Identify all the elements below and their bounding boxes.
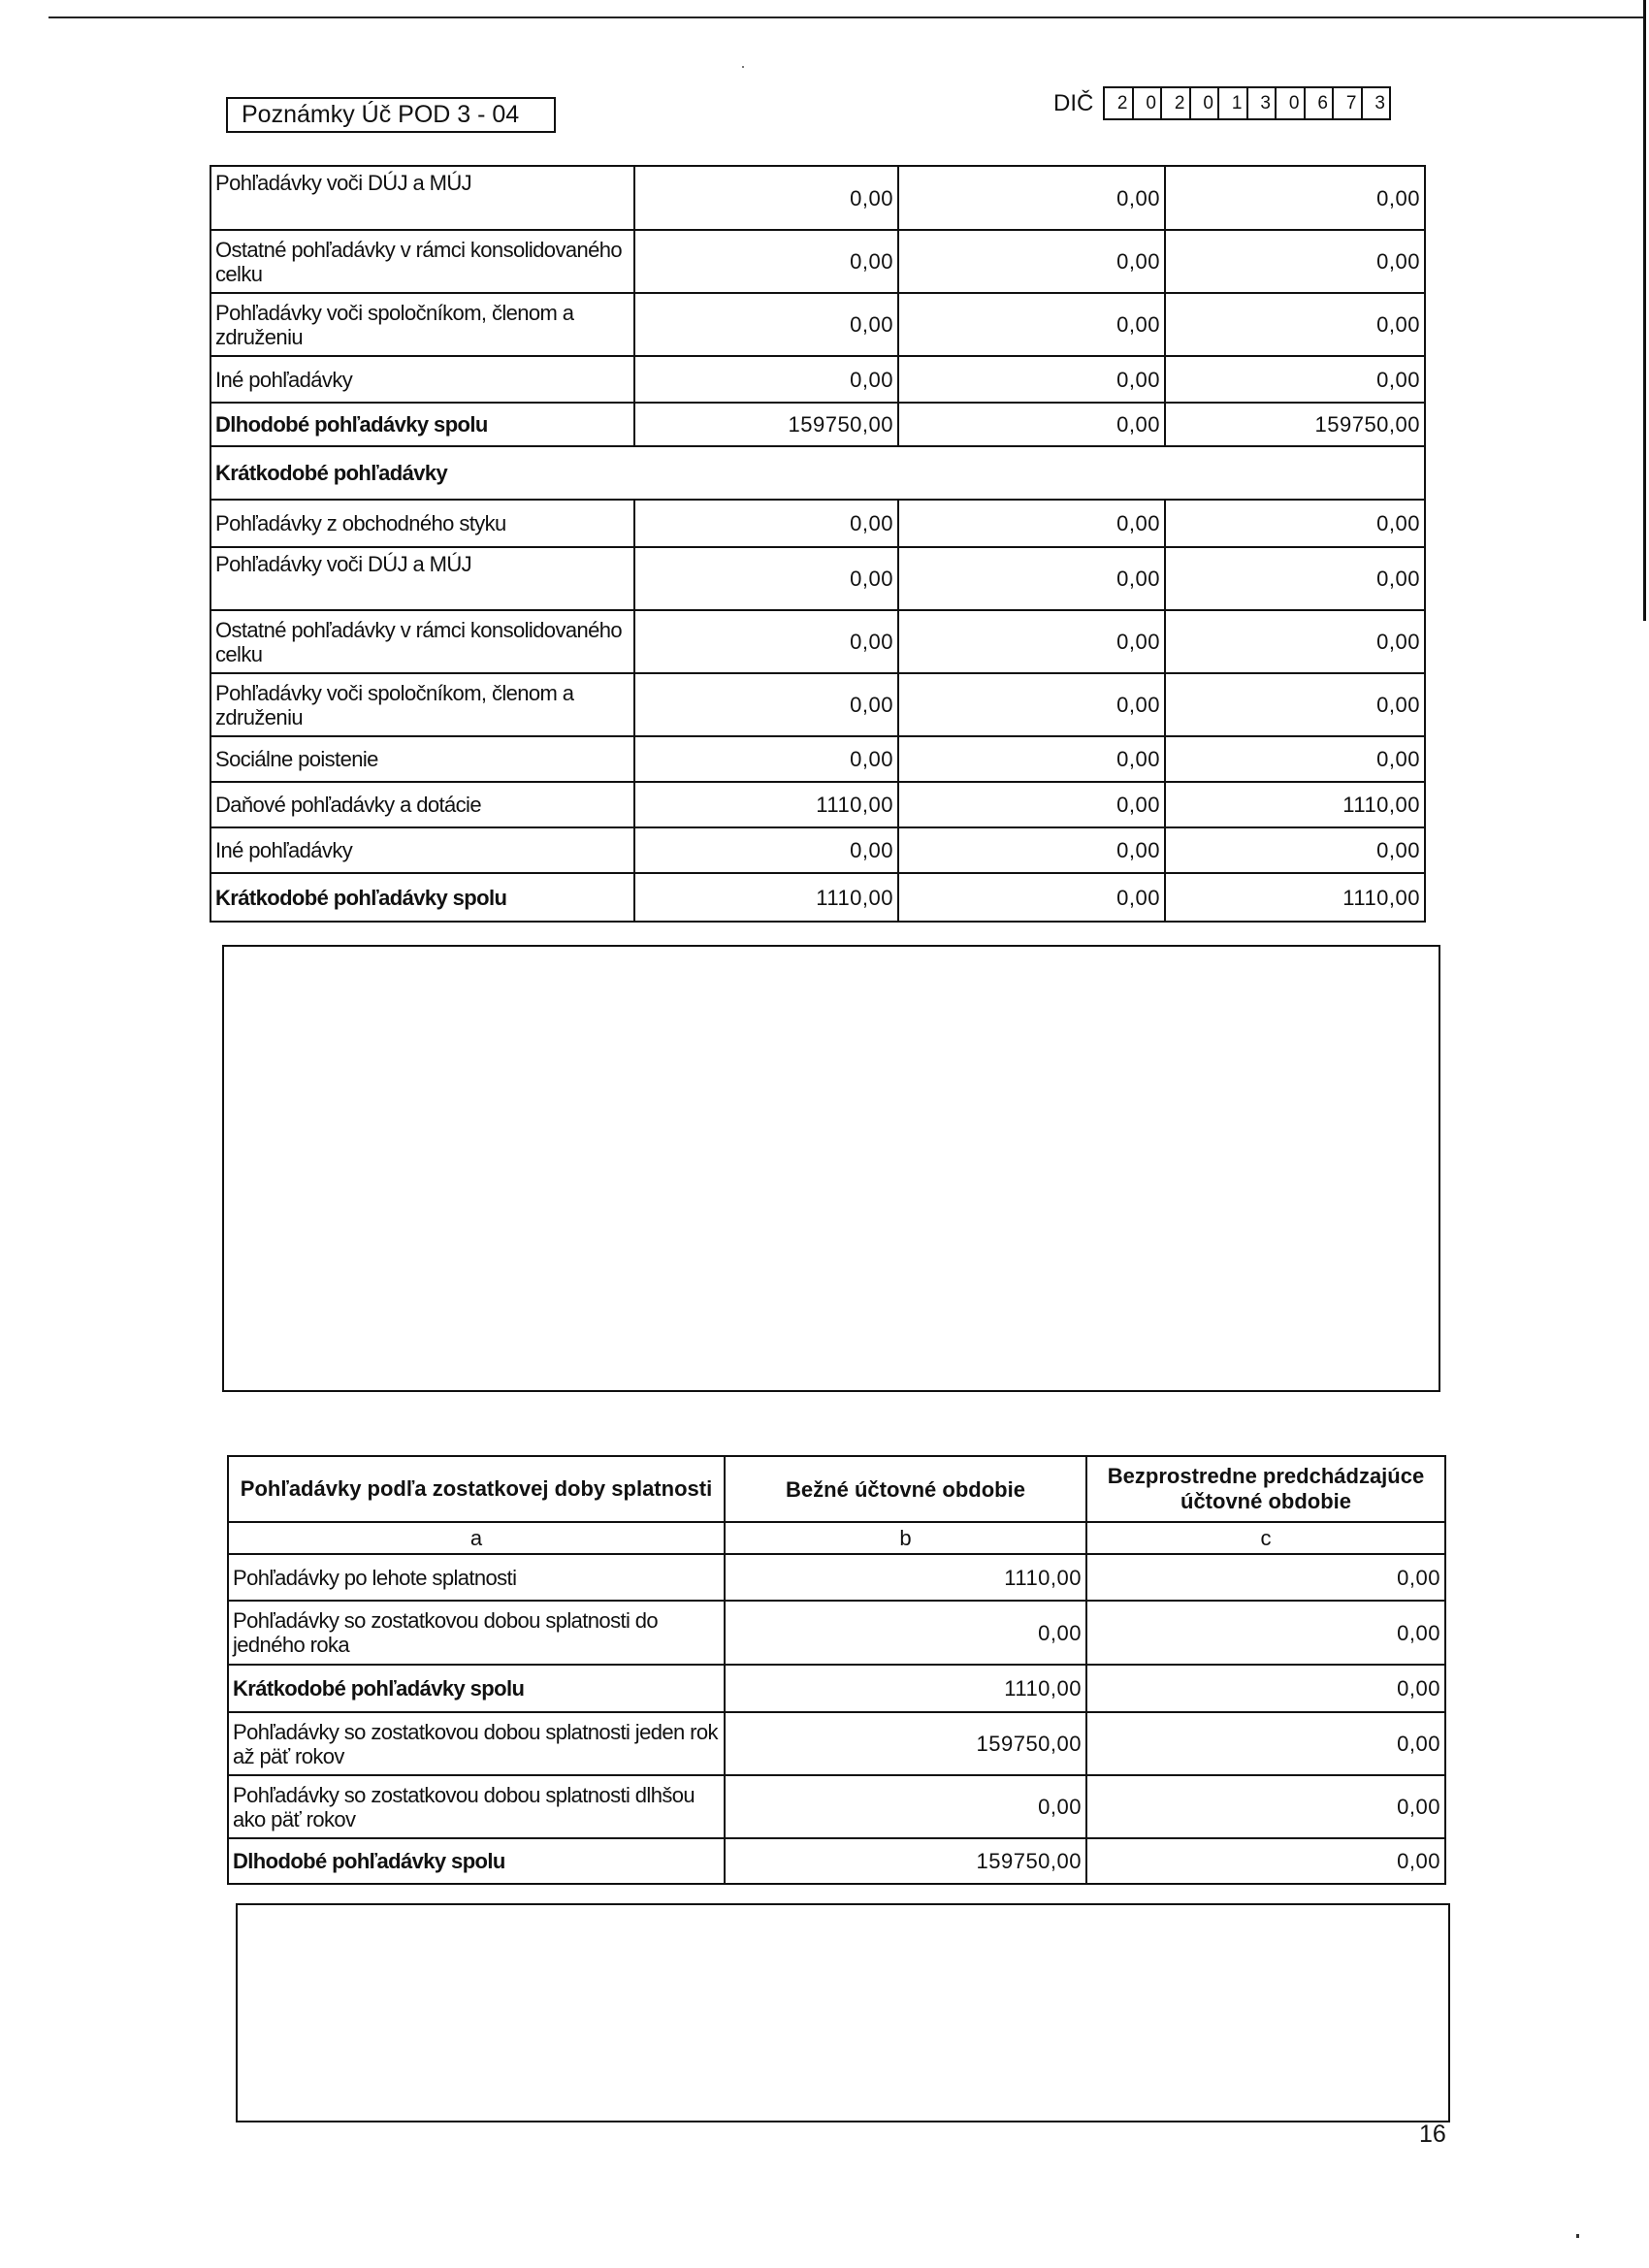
scan-speck bbox=[1576, 2234, 1579, 2238]
dic-digit: 2 bbox=[1162, 88, 1191, 118]
value-cell: 159750,00 bbox=[634, 403, 898, 446]
value-cell: 0,00 bbox=[1165, 673, 1425, 736]
value-cell: 1110,00 bbox=[1165, 782, 1425, 827]
table-row-total bbox=[210, 873, 1425, 922]
table-row bbox=[210, 356, 1425, 403]
row-label: Iné pohľadávky bbox=[210, 827, 634, 873]
value-cell: 0,00 bbox=[634, 166, 898, 230]
value-cell: 0,00 bbox=[1165, 356, 1425, 403]
value-cell: 0,00 bbox=[634, 230, 898, 293]
notes-text-box bbox=[236, 1903, 1450, 2122]
column-header-b: Bežné účtovné obdobie bbox=[725, 1456, 1086, 1522]
dic-label: DIČ bbox=[1053, 90, 1094, 116]
value-cell: 0,00 bbox=[634, 610, 898, 673]
value-cell: 0,00 bbox=[634, 736, 898, 782]
table-row bbox=[210, 230, 1425, 293]
value-cell: 0,00 bbox=[634, 547, 898, 610]
value-cell: 0,00 bbox=[898, 293, 1165, 356]
table-row bbox=[228, 1712, 1445, 1775]
table-row bbox=[210, 610, 1425, 673]
value-cell: 0,00 bbox=[1086, 1601, 1445, 1665]
dic-digit: 2 bbox=[1105, 88, 1134, 118]
notes-text-box bbox=[222, 945, 1440, 1392]
scan-edge-line bbox=[1643, 0, 1646, 621]
value-cell: 0,00 bbox=[634, 500, 898, 547]
value-cell: 1110,00 bbox=[725, 1665, 1086, 1712]
row-label: Ostatné pohľadávky v rámci konsolidovaného celku bbox=[210, 610, 634, 673]
row-label: Krátkodobé pohľadávky spolu bbox=[228, 1665, 725, 1712]
dic-digit: 7 bbox=[1334, 88, 1363, 118]
value-cell: 0,00 bbox=[1165, 610, 1425, 673]
column-letter-c: c bbox=[1086, 1522, 1445, 1554]
dic-digit: 1 bbox=[1219, 88, 1248, 118]
value-cell: 159750,00 bbox=[725, 1838, 1086, 1884]
column-header-c: Bezprostredne predchádzajúce účtovné obdobie bbox=[1086, 1456, 1445, 1522]
row-label: Pohľadávky so zostatkovou dobou splatnosti do jedného roka bbox=[228, 1601, 725, 1665]
dic-digit: 0 bbox=[1191, 88, 1220, 118]
value-cell: 0,00 bbox=[1086, 1554, 1445, 1601]
column-letter-a: a bbox=[228, 1522, 725, 1554]
table-row-total bbox=[228, 1838, 1445, 1884]
dic-digit: 3 bbox=[1363, 88, 1392, 118]
value-cell: 0,00 bbox=[898, 873, 1165, 922]
value-cell: 0,00 bbox=[1165, 293, 1425, 356]
table-row bbox=[210, 166, 1425, 230]
table-row bbox=[210, 673, 1425, 736]
value-cell: 0,00 bbox=[898, 736, 1165, 782]
scan-speck bbox=[742, 66, 744, 68]
row-label: Krátkodobé pohľadávky spolu bbox=[210, 873, 634, 922]
section-label: Krátkodobé pohľadávky bbox=[210, 446, 1425, 500]
receivables-table bbox=[210, 165, 1426, 923]
row-label: Pohľadávky voči DÚJ a MÚJ bbox=[210, 547, 634, 610]
value-cell: 1110,00 bbox=[1165, 873, 1425, 922]
row-label: Ostatné pohľadávky v rámci konsolidovaného celku bbox=[210, 230, 634, 293]
value-cell: 0,00 bbox=[898, 673, 1165, 736]
table-row bbox=[228, 1601, 1445, 1665]
value-cell: 0,00 bbox=[898, 500, 1165, 547]
dic-digit: 0 bbox=[1277, 88, 1306, 118]
table-row bbox=[228, 1775, 1445, 1838]
value-cell: 0,00 bbox=[1165, 166, 1425, 230]
table-row-total bbox=[210, 403, 1425, 446]
value-cell: 0,00 bbox=[725, 1601, 1086, 1665]
value-cell: 0,00 bbox=[1086, 1838, 1445, 1884]
value-cell: 0,00 bbox=[1165, 736, 1425, 782]
table-row bbox=[210, 293, 1425, 356]
value-cell: 0,00 bbox=[634, 356, 898, 403]
document-title: Poznámky Úč POD 3 - 04 bbox=[226, 97, 556, 133]
row-label: Pohľadávky so zostatkovou dobou splatnosti jeden rok až päť rokov bbox=[228, 1712, 725, 1775]
value-cell: 1110,00 bbox=[634, 873, 898, 922]
value-cell: 0,00 bbox=[898, 610, 1165, 673]
row-label: Daňové pohľadávky a dotácie bbox=[210, 782, 634, 827]
page-number: 16 bbox=[1419, 2121, 1446, 2148]
row-label: Sociálne poistenie bbox=[210, 736, 634, 782]
row-label: Dlhodobé pohľadávky spolu bbox=[210, 403, 634, 446]
value-cell: 0,00 bbox=[898, 356, 1165, 403]
table-row bbox=[210, 782, 1425, 827]
value-cell: 0,00 bbox=[634, 293, 898, 356]
row-label: Dlhodobé pohľadávky spolu bbox=[228, 1838, 725, 1884]
row-label: Pohľadávky so zostatkovou dobou splatnosti dlhšou ako päť rokov bbox=[228, 1775, 725, 1838]
row-label: Pohľadávky voči spoločníkom, členom a združeniu bbox=[210, 673, 634, 736]
value-cell: 0,00 bbox=[898, 230, 1165, 293]
maturity-table bbox=[227, 1455, 1446, 1885]
value-cell: 0,00 bbox=[898, 166, 1165, 230]
value-cell: 0,00 bbox=[1165, 827, 1425, 873]
row-label: Pohľadávky voči DÚJ a MÚJ bbox=[210, 166, 634, 230]
value-cell: 0,00 bbox=[1165, 547, 1425, 610]
value-cell: 0,00 bbox=[898, 403, 1165, 446]
dic-digit: 3 bbox=[1248, 88, 1277, 118]
table-row bbox=[210, 500, 1425, 547]
header-row bbox=[228, 1456, 1445, 1522]
value-cell: 1110,00 bbox=[634, 782, 898, 827]
value-cell: 0,00 bbox=[1086, 1712, 1445, 1775]
row-label: Iné pohľadávky bbox=[210, 356, 634, 403]
row-label: Pohľadávky z obchodného styku bbox=[210, 500, 634, 547]
section-header-row bbox=[210, 446, 1425, 500]
value-cell: 0,00 bbox=[898, 547, 1165, 610]
value-cell: 0,00 bbox=[725, 1775, 1086, 1838]
value-cell: 159750,00 bbox=[1165, 403, 1425, 446]
value-cell: 159750,00 bbox=[725, 1712, 1086, 1775]
value-cell: 1110,00 bbox=[725, 1554, 1086, 1601]
value-cell: 0,00 bbox=[1086, 1665, 1445, 1712]
table-row bbox=[210, 736, 1425, 782]
dic-digit: 6 bbox=[1306, 88, 1335, 118]
dic-number bbox=[1103, 86, 1391, 120]
column-letter-row bbox=[228, 1522, 1445, 1554]
value-cell: 0,00 bbox=[898, 827, 1165, 873]
column-header-a: Pohľadávky podľa zostatkovej doby splatnosti bbox=[228, 1456, 725, 1522]
column-letter-b: b bbox=[725, 1522, 1086, 1554]
table-row-total bbox=[228, 1665, 1445, 1712]
value-cell: 0,00 bbox=[1165, 230, 1425, 293]
row-label: Pohľadávky voči spoločníkom, členom a združeniu bbox=[210, 293, 634, 356]
value-cell: 0,00 bbox=[1165, 500, 1425, 547]
table-row bbox=[228, 1554, 1445, 1601]
value-cell: 0,00 bbox=[1086, 1775, 1445, 1838]
table-row bbox=[210, 547, 1425, 610]
value-cell: 0,00 bbox=[634, 673, 898, 736]
value-cell: 0,00 bbox=[634, 827, 898, 873]
row-label: Pohľadávky po lehote splatnosti bbox=[228, 1554, 725, 1601]
dic-digit: 0 bbox=[1134, 88, 1163, 118]
value-cell: 0,00 bbox=[898, 782, 1165, 827]
table-row bbox=[210, 827, 1425, 873]
scan-border-line bbox=[48, 16, 1646, 18]
